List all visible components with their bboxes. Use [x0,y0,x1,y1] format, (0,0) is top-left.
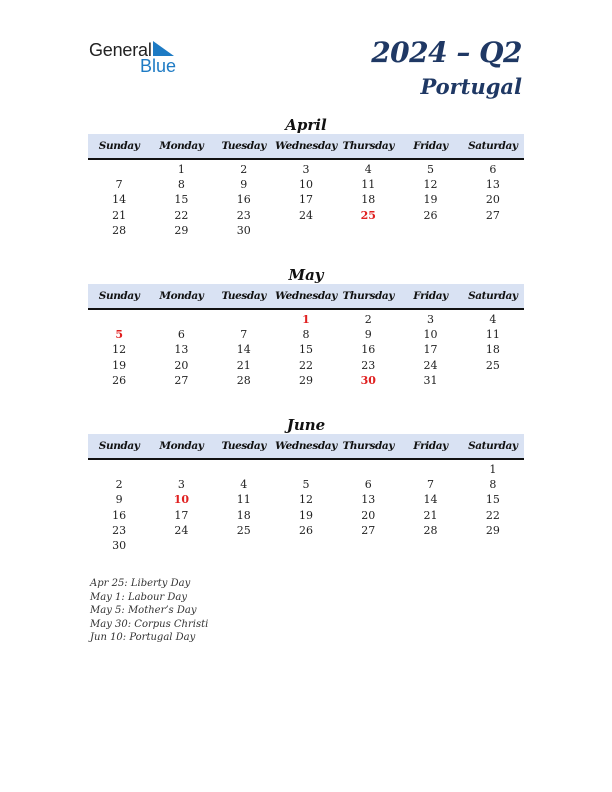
day-cell [399,538,461,553]
day-cell: 19 [423,193,438,207]
day-cell [462,538,524,553]
day-cell: 27 [174,373,189,387]
day-cell: 22 [174,208,189,222]
day-cell [88,462,150,477]
weekday-label: Thursday [342,140,395,152]
week-row [88,477,524,492]
week-row [88,492,524,507]
day-cell: 22 [485,508,500,522]
weekday-label: Saturday [468,290,518,302]
weekday-label: Sunday [98,140,140,152]
day-cell: 29 [174,223,189,237]
weekday-header [88,284,524,310]
week-row [88,508,524,523]
day-cell [213,462,275,477]
day-cell [337,538,399,553]
day-cell: 9 [240,178,248,192]
day-cell: 2 [115,478,123,492]
weekday-label: Monday [159,290,204,302]
day-cell: 24 [174,523,189,537]
page-title: 2024 – Q2 [371,36,522,69]
day-cell: 20 [361,508,376,522]
holiday-notes [90,577,208,645]
generalblue-logo [89,40,189,76]
holiday-note: May 30: Corpus Christi [90,618,209,630]
day-cell: 1 [489,463,497,476]
weekday-label: Wednesday [275,140,337,152]
day-cell: 8 [489,478,497,492]
day-cell: 17 [298,193,313,207]
weekday-label: Friday [413,440,448,452]
weekday-label: Saturday [468,440,518,452]
logo-word-general: General [89,40,152,60]
day-cell: 30 [112,538,127,552]
day-cell: 25 [485,358,500,372]
weekday-label: Tuesday [221,290,266,302]
day-cell: 26 [112,373,127,387]
day-cell: 14 [112,193,127,207]
day-cell [150,462,212,477]
day-cell: 29 [298,373,313,387]
day-cell: 23 [112,523,127,537]
week-row [88,327,524,342]
week-row [88,177,524,192]
weekday-label: Monday [159,440,204,452]
day-cell [275,538,337,553]
day-cell: 7 [427,478,435,492]
day-cell: 9 [364,328,372,342]
day-cell: 18 [485,343,500,357]
weekday-label: Saturday [468,140,518,152]
week-row [88,462,524,477]
weekday-label: Sunday [98,440,140,452]
day-cell: 7 [115,178,123,192]
day-cell: 14 [423,493,438,507]
day-cell: 15 [298,343,313,357]
day-cell: 21 [423,508,438,522]
day-cell: 8 [177,178,185,192]
day-cell [337,223,399,238]
day-cell: 31 [423,373,438,387]
day-cell: 16 [112,508,127,522]
day-cell: 24 [423,358,438,372]
day-cell: 4 [489,313,497,326]
country-name: Portugal [420,74,522,99]
logo-word-blue: Blue [140,56,177,76]
day-cell: 25 [236,523,251,537]
holiday-note: May 5: Mother’s Day [90,605,197,617]
weekday-label: Friday [413,290,448,302]
day-cell: 30 [236,223,251,237]
week-row [88,358,524,373]
day-cell [213,538,275,553]
day-cell: 17 [423,343,438,357]
holiday-day-cell: 10 [173,493,190,507]
day-cell: 22 [298,358,313,372]
day-cell: 26 [298,523,313,537]
day-cell: 6 [177,328,185,342]
week-row [88,373,524,388]
week-row [88,223,524,238]
day-cell: 17 [174,508,189,522]
weekday-label: Tuesday [221,440,266,452]
holiday-day-cell: 25 [360,208,376,222]
day-cell [462,223,524,238]
week-row [88,312,524,327]
day-cell: 20 [174,358,189,372]
day-cell: 28 [112,223,127,237]
holiday-note: Jun 10: Portugal Day [90,632,196,644]
day-cell [150,312,212,327]
month-name: April [285,116,327,134]
day-cell: 27 [485,208,500,222]
month-may [88,266,524,388]
week-row [88,208,524,223]
day-cell: 14 [236,343,251,357]
holiday-day-cell: 5 [115,328,123,342]
day-cell: 6 [364,478,372,492]
month-june [88,416,524,553]
week-row [88,523,524,538]
day-cell [213,312,275,327]
day-cell: 11 [361,178,376,192]
day-cell: 15 [174,193,189,207]
week-row [88,538,524,553]
day-cell: 15 [485,493,500,507]
week-row [88,192,524,207]
day-cell: 23 [236,208,251,222]
day-cell [150,538,212,553]
day-cell [337,462,399,477]
day-cell [399,223,461,238]
holiday-note: May 1: Labour Day [90,591,187,603]
day-cell: 19 [112,358,127,372]
day-cell: 12 [112,343,127,357]
day-cell [88,162,150,177]
day-cell: 26 [423,208,438,222]
weekday-label: Thursday [342,290,395,302]
day-cell [275,223,337,238]
weekday-label: Wednesday [275,440,337,452]
weekday-header [88,434,524,460]
day-cell: 29 [485,523,500,537]
weekday-label: Sunday [98,290,140,302]
day-cell: 24 [298,208,313,222]
month-name: May [288,266,324,284]
day-cell: 10 [423,328,438,342]
day-cell: 7 [240,328,248,342]
day-cell: 12 [423,178,438,192]
day-cell: 13 [174,343,189,357]
day-cell: 5 [427,163,435,176]
day-cell: 10 [298,178,313,192]
day-cell: 11 [236,493,251,507]
holiday-note: Apr 25: Liberty Day [90,578,191,589]
day-cell: 20 [485,193,500,207]
day-cell [399,462,461,477]
day-cell: 9 [115,493,123,507]
day-cell: 13 [361,493,376,507]
day-cell: 28 [423,523,438,537]
day-cell: 23 [361,358,376,372]
day-cell: 18 [361,193,376,207]
weekday-label: Wednesday [275,290,337,302]
day-cell: 18 [236,508,251,522]
week-row [88,342,524,357]
holiday-day-cell: 30 [360,373,376,387]
day-cell [462,373,524,388]
day-cell: 3 [427,313,435,326]
weekday-label: Friday [413,140,448,152]
day-cell: 28 [236,373,251,387]
weekday-label: Tuesday [221,140,266,152]
weekday-label: Monday [159,140,204,152]
day-cell [275,462,337,477]
day-cell: 3 [177,478,185,492]
month-name: June [286,416,326,434]
day-cell: 4 [364,163,372,176]
day-cell: 16 [236,193,251,207]
day-cell: 21 [112,208,127,222]
day-cell: 16 [361,343,376,357]
weekday-label: Thursday [342,440,395,452]
day-cell: 12 [298,493,313,507]
month-april [88,116,524,238]
day-cell: 4 [240,478,248,492]
day-cell: 3 [302,163,310,176]
day-cell: 8 [302,328,310,342]
day-cell: 6 [489,163,497,176]
day-cell: 1 [177,163,185,176]
holiday-day-cell: 1 [302,313,310,326]
day-cell: 19 [298,508,313,522]
week-row [88,162,524,177]
day-cell: 2 [364,313,372,326]
day-cell [88,312,150,327]
day-cell: 21 [236,358,251,372]
day-cell: 5 [302,478,310,492]
logo-triangle-icon [153,41,175,57]
weekday-header [88,134,524,160]
day-cell: 2 [240,163,248,176]
day-cell: 13 [485,178,500,192]
day-cell: 27 [361,523,376,537]
day-cell: 11 [485,328,500,342]
